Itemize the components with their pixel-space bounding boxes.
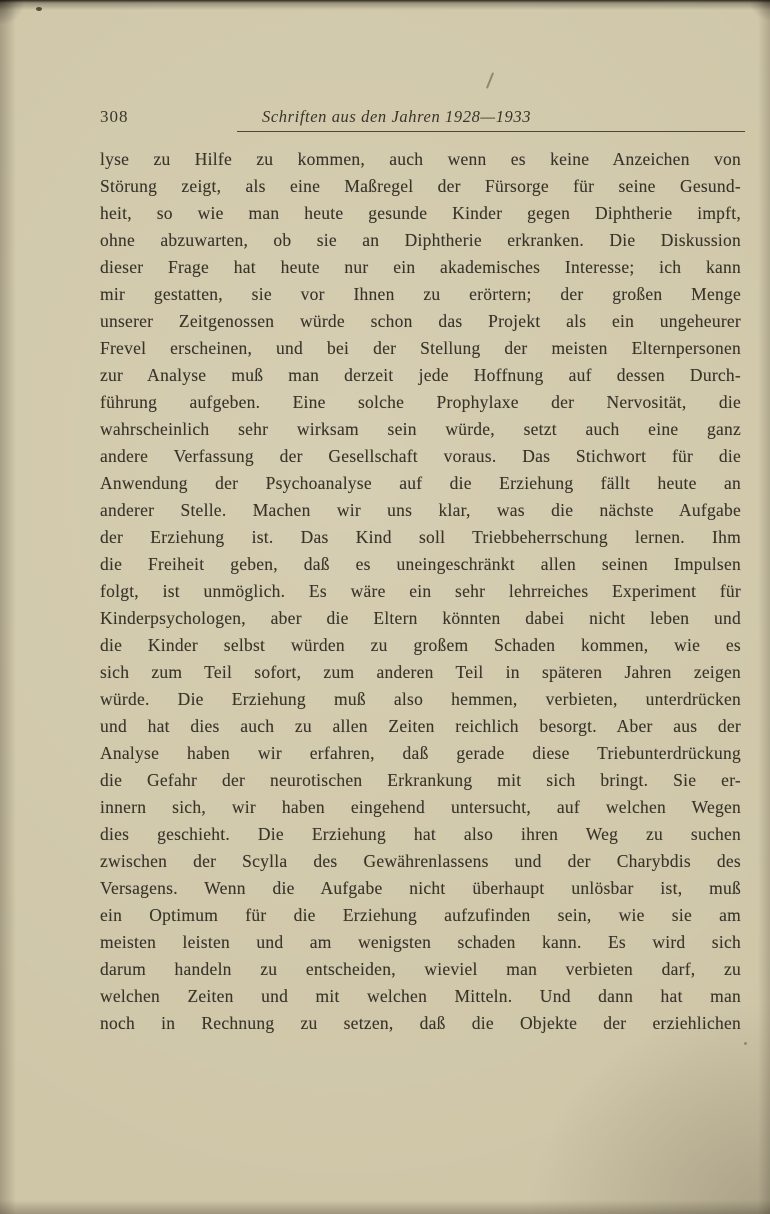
page-header	[100, 100, 741, 144]
text-line: Frevel erscheinen, und bei der Stellung der meisten Elternpersonen	[100, 338, 741, 358]
text-line: dies geschieht. Die Erziehung hat also ihren Weg zu suchen	[100, 824, 741, 844]
text-line: noch in Rechnung zu setzen, daß die Objekte der erziehlichen	[100, 1013, 741, 1033]
text-line: mir gestatten, sie vor Ihnen zu erörtern; der großen Menge	[100, 284, 741, 304]
text-line: die Gefahr der neurotischen Erkrankung mit sich bringt. Sie er-	[100, 770, 741, 790]
scan-speck	[744, 1042, 747, 1045]
text-line: zwischen der Scylla des Gewährenlassens und der Charybdis des	[100, 851, 741, 871]
text-line: welchen Zeiten und mit welchen Mitteln. Und dann hat man	[100, 986, 741, 1006]
text-line: lyse zu Hilfe zu kommen, auch wenn es keine Anzeichen von	[100, 149, 741, 169]
text-line: Anwendung der Psychoanalyse auf die Erziehung fällt heute an	[100, 473, 741, 493]
text-line: Kinderpsychologen, aber die Eltern könnten dabei nicht leben und	[100, 608, 741, 628]
text-line: der Erziehung ist. Das Kind soll Triebbeherrschung lernen. Ihm	[100, 527, 741, 547]
text-line: darum handeln zu entscheiden, wieviel man verbieten darf, zu	[100, 959, 741, 979]
text-line: andere Verfassung der Gesellschaft voraus. Das Stichwort für die	[100, 446, 741, 466]
body-text	[100, 146, 741, 1037]
text-line: ein Optimum für die Erziehung aufzufinden sein, wie sie am	[100, 905, 741, 925]
text-line: unserer Zeitgenossen würde schon das Projekt als ein ungeheurer	[100, 311, 741, 331]
text-line: würde. Die Erziehung muß also hemmen, verbieten, unterdrücken	[100, 689, 741, 709]
text-line: die Kinder selbst würden zu großem Schaden kommen, wie es	[100, 635, 741, 655]
running-title: Schriften aus den Jahren 1928—1933	[262, 107, 532, 126]
text-line: sich zum Teil sofort, zum anderen Teil in späteren Jahren zeigen	[100, 662, 741, 682]
text-line: innern sich, wir haben eingehend untersucht, auf welchen Wegen	[100, 797, 741, 817]
text-line: dieser Frage hat heute nur ein akademisches Interesse; ich kann	[100, 257, 741, 277]
text-line: zur Analyse muß man derzeit jede Hoffnung auf dessen Durch-	[100, 365, 741, 385]
text-line: und hat dies auch zu allen Zeiten reichlich besorgt. Aber aus der	[100, 716, 741, 736]
text-line: heit, so wie man heute gesunde Kinder gegen Diphtherie impft,	[100, 203, 741, 223]
text-line: wahrscheinlich sehr wirksam sein würde, setzt auch eine ganz	[100, 419, 741, 439]
text-line: Störung zeigt, als eine Maßregel der Fürsorge für seine Gesund-	[100, 176, 741, 196]
text-line: meisten leisten und am wenigsten schaden kann. Es wird sich	[100, 932, 741, 952]
text-line: führung aufgeben. Eine solche Prophylaxe der Nervosität, die	[100, 392, 741, 412]
text-line: Analyse haben wir erfahren, daß gerade diese Triebunterdrückung	[100, 743, 741, 763]
page-number: 308	[100, 107, 129, 126]
text-line: folgt, ist unmöglich. Es wäre ein sehr lehrreiches Experiment für	[100, 581, 741, 601]
scan-mark	[486, 72, 494, 89]
text-line: ohne abzuwarten, ob sie an Diphtherie erkranken. Die Diskussion	[100, 230, 741, 250]
text-line: Versagens. Wenn die Aufgabe nicht überhaupt unlösbar ist, muß	[100, 878, 741, 898]
text-column	[100, 100, 741, 1037]
scan-speck	[36, 7, 42, 11]
text-line: die Freiheit geben, daß es uneingeschränkt allen seinen Impulsen	[100, 554, 741, 574]
header-rule	[237, 131, 745, 132]
text-line: anderer Stelle. Machen wir uns klar, was die nächste Aufgabe	[100, 500, 741, 520]
